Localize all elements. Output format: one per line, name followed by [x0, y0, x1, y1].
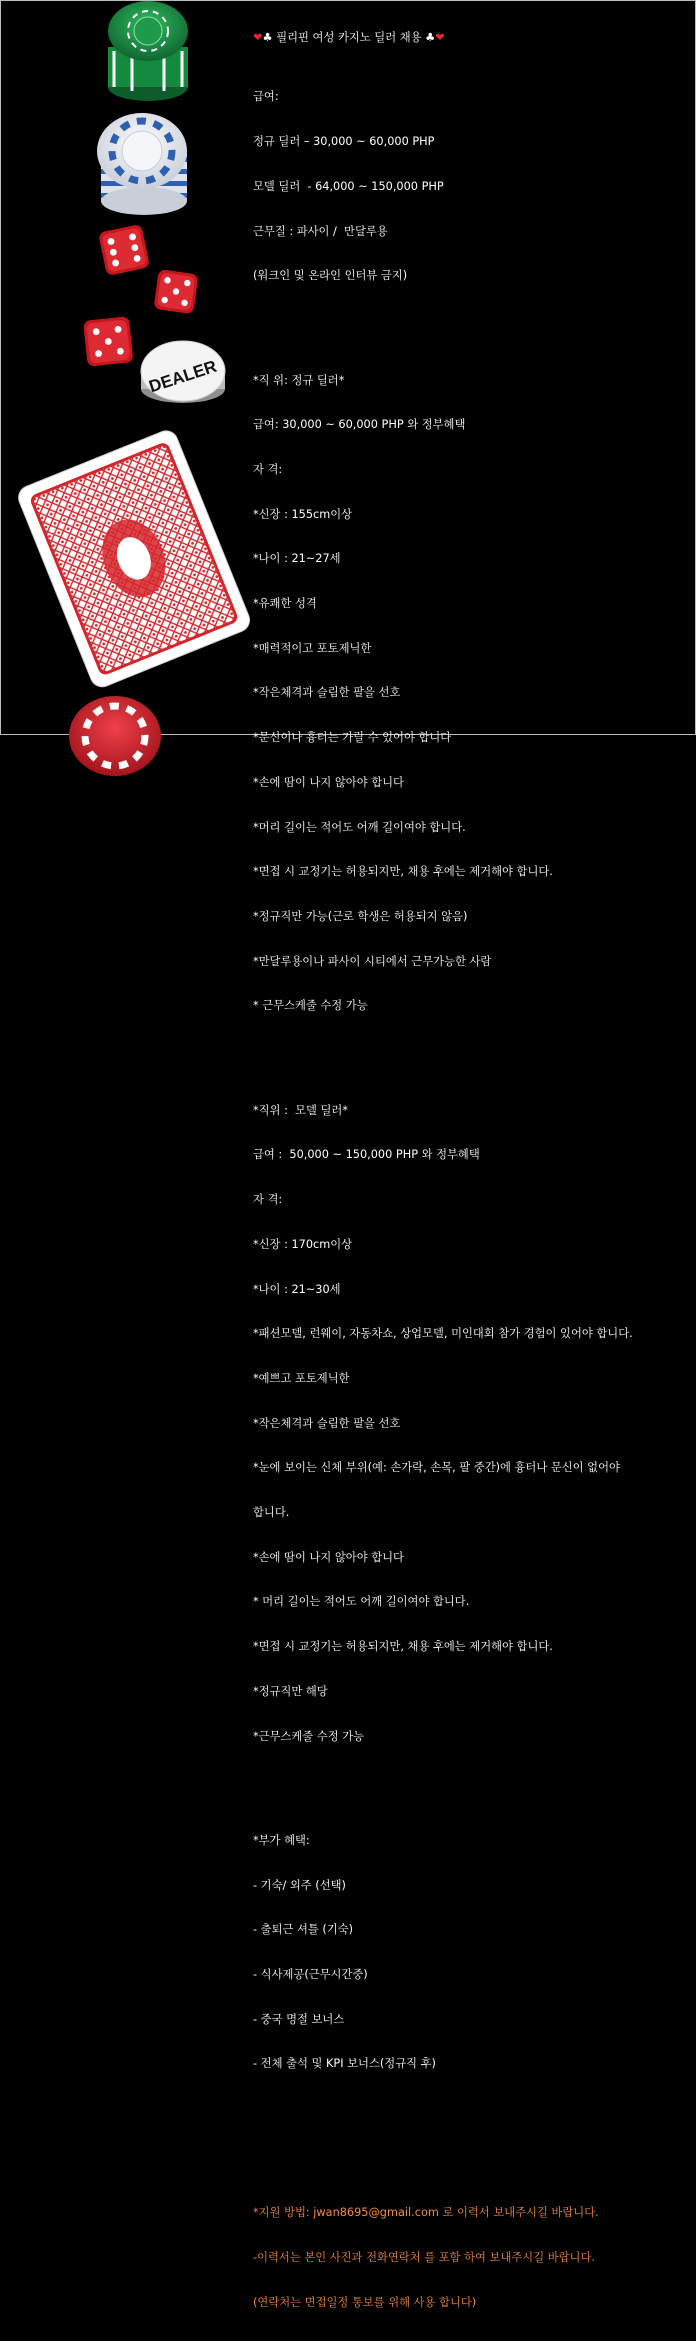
model-line: 합니다.	[253, 1506, 290, 1520]
heart-icon: ❤	[253, 30, 263, 44]
model-line: 자 격:	[253, 1193, 283, 1207]
casino-illustration	[1, 1, 251, 736]
model-line: 급여 : 50,000 ~ 150,000 PHP 와 정부혜택	[253, 1148, 480, 1162]
model-line: *예쁘고 포토제닉한	[253, 1371, 350, 1385]
regular-line: 급여: 30,000 ~ 60,000 PHP 와 정부혜택	[253, 418, 466, 432]
model-line: *신장 : 170cm이상	[253, 1237, 353, 1251]
regular-line: *작은체격과 슬림한 팔을 선호	[253, 686, 401, 700]
regular-line: *문신이나 흉터는 가릴 수 있어야 합니다	[253, 731, 452, 745]
benefit-line: - 전체 출석 및 KPI 보너스(정규직 후)	[253, 2057, 436, 2071]
regular-line: *손에 땀이 나지 않아야 합니다	[253, 775, 404, 789]
dealer-button-icon	[141, 341, 225, 403]
regular-line: *정규직만 가능(근로 학생은 허용되지 않음)	[253, 909, 468, 923]
spacer	[253, 1044, 693, 1059]
regular-line: 자 격:	[253, 462, 283, 476]
model-line: *정규직만 해당	[253, 1684, 328, 1698]
regular-line: *머리 길이는 적어도 어깨 길이여야 합니다.	[253, 820, 466, 834]
regular-line: *면접 시 교정기는 허용되지만, 채용 후에는 제거해야 합니다.	[253, 865, 553, 879]
spacer	[253, 2147, 693, 2162]
club-icon: ♣	[262, 30, 273, 44]
regular-line: *신장 : 155cm이상	[253, 507, 353, 521]
contact-line: (연락처는 면접일정 통보를 위해 사용 합니다)	[253, 2295, 477, 2309]
regular-line: *직 위: 정규 딜러*	[253, 373, 345, 387]
spacer	[253, 1774, 693, 1789]
model-line: *작은체격과 슬림한 팔을 선호	[253, 1416, 401, 1430]
heart-icon: ❤	[435, 30, 445, 44]
model-line: *면접 시 교정기는 허용되지만, 채용 후에는 제거해야 합니다.	[253, 1640, 553, 1654]
salary-label: 급여:	[253, 90, 279, 104]
regular-salary: 정규 딜러 – 30,000 ~ 60,000 PHP	[253, 135, 435, 149]
benefit-line: - 기숙/ 외주 (선택)	[253, 1878, 346, 1892]
model-line: *직위 : 모델 딜러*	[253, 1103, 348, 1117]
white-chip-stack-icon	[97, 113, 187, 215]
interview-note: (워크인 및 온라인 인터뷰 금지)	[253, 269, 408, 283]
regular-line: *만달루용이나 파사이 시티에서 근무가능한 사람	[253, 954, 492, 968]
regular-line: *나이 : 21~27세	[253, 552, 341, 566]
model-line: *나이 : 21~30세	[253, 1282, 341, 1296]
work-location: 근무질 : 파사이 / 만달루용	[253, 224, 388, 238]
post-title: 필리핀 여성 카지노 딜러 채용	[276, 30, 422, 44]
model-line: *패션모델, 런웨이, 자동차쇼, 상업모델, 미인대회 참가 경험이 있어야 합니다.	[253, 1327, 633, 1341]
benefit-line: - 식사제공(근무시간중)	[253, 1967, 368, 1981]
model-salary: 모델 딜러 - 64,000 ~ 150,000 PHP	[253, 179, 444, 193]
model-line: *근무스케줄 수정 가능	[253, 1729, 365, 1743]
benefit-line: - 출퇴근 셔틀 (기숙)	[253, 1923, 354, 1937]
regular-line: * 근무스케줄 수정 가능	[253, 999, 368, 1013]
contact-line: -이력서는 본인 사진과 전화연락처 를 포함 하여 보내주시길 바랍니다.	[253, 2251, 595, 2265]
benefit-line: *부가 혜택:	[253, 1833, 310, 1847]
red-chip-icon	[69, 696, 161, 776]
dealer-button-text: DEALER	[146, 356, 220, 397]
playing-card-icon	[15, 427, 253, 690]
spacer	[253, 314, 693, 329]
regular-line: *유쾌한 성격	[253, 597, 317, 611]
model-line: * 머리 길이는 적어도 어깨 길이여야 합니다.	[253, 1595, 470, 1609]
club-icon: ♣	[425, 30, 436, 44]
job-post-text	[253, 1, 693, 2341]
spacer	[253, 2102, 693, 2117]
header-line	[253, 31, 693, 46]
benefit-line: - 중국 명절 보너스	[253, 2012, 345, 2026]
model-line: *눈에 보이는 신체 부위(예: 손가락, 손목, 팔 중간)에 흉터나 문신이 없어야	[253, 1461, 620, 1475]
green-chip-stack-icon	[108, 1, 188, 101]
contact-line: *지원 방법: jwan8695@gmail.com 로 이력서 보내주시길 바랍니다.	[253, 2206, 599, 2220]
model-line: *손에 땀이 나지 않아야 합니다	[253, 1550, 404, 1564]
regular-line: *매력적이고 포토제닉한	[253, 641, 372, 655]
